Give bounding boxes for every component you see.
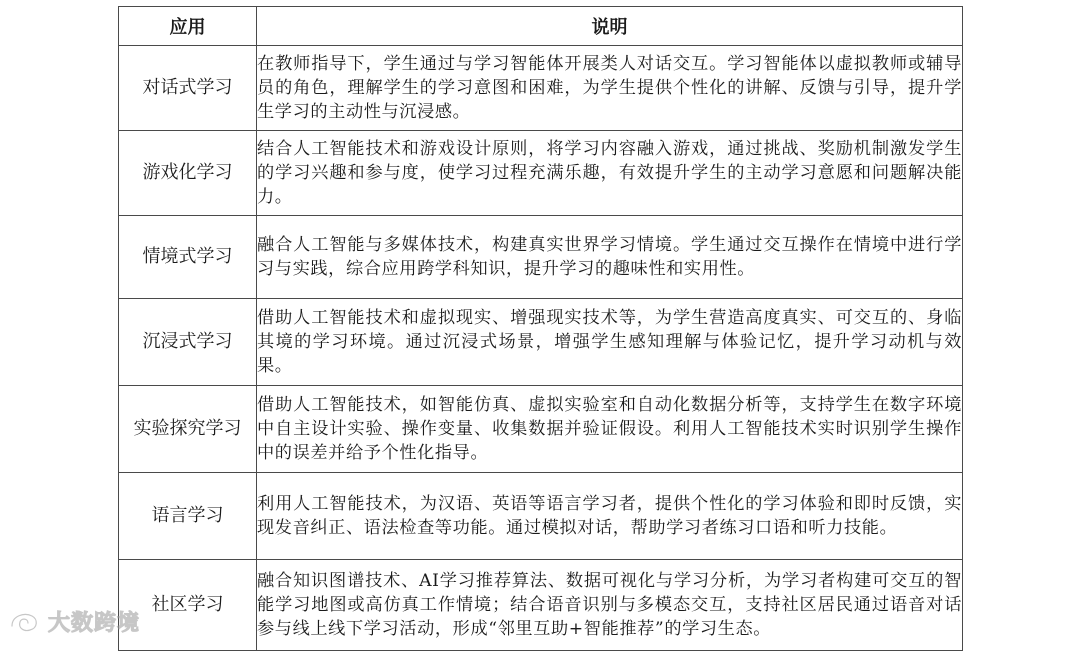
application-table xyxy=(118,6,963,651)
table-row xyxy=(119,216,963,299)
application-name: 沉浸式学习 xyxy=(119,299,257,386)
application-name: 游戏化学习 xyxy=(119,131,257,216)
header-description: 说明 xyxy=(257,7,963,46)
watermark xyxy=(6,606,140,637)
application-name: 语言学习 xyxy=(119,473,257,560)
table-row xyxy=(119,386,963,473)
brand-logo-icon xyxy=(6,608,42,636)
table-row xyxy=(119,560,963,651)
table-row xyxy=(119,299,963,386)
header-application: 应用 xyxy=(119,7,257,46)
application-name: 社区学习 xyxy=(119,560,257,651)
application-name: 情境式学习 xyxy=(119,216,257,299)
application-description: 融合知识图谱技术、AI学习推荐算法、数据可视化与学习分析，为学习者构建可交互的智能学习地图或高仿真工作情境；结合语音识别与多模态交互，支持社区居民通过语音对话参与线上线下学习活动，形成“邻里互助+智能推荐”的学习生态。 xyxy=(257,560,963,651)
application-name: 实验探究学习 xyxy=(119,386,257,473)
application-description: 在教师指导下，学生通过与学习智能体开展类人对话交互。学习智能体以虚拟教师或辅导员的角色，理解学生的学习意图和困难，为学生提供个性化的讲解、反馈与引导，提升学生学习的主动性与沉浸感。 xyxy=(257,46,963,131)
table-row xyxy=(119,46,963,131)
application-description: 融合人工智能与多媒体技术，构建真实世界学习情境。学生通过交互操作在情境中进行学习与实践，综合应用跨学科知识，提升学习的趣味性和实用性。 xyxy=(257,216,963,299)
application-description: 借助人工智能技术和虚拟现实、增强现实技术等，为学生营造高度真实、可交互的、身临其境的学习环境。通过沉浸式场景，增强学生感知理解与体验记忆，提升学习动机与效果。 xyxy=(257,299,963,386)
watermark-text: 大数跨境 xyxy=(48,611,141,636)
application-description: 利用人工智能技术，为汉语、英语等语言学习者，提供个性化的学习体验和即时反馈，实现发音纠正、语法检查等功能。通过模拟对话，帮助学习者练习口语和听力技能。 xyxy=(257,473,963,560)
table-header-row xyxy=(119,7,963,46)
table-row xyxy=(119,473,963,560)
application-description: 借助人工智能技术，如智能仿真、虚拟实验室和自动化数据分析等，支持学生在数字环境中自主设计实验、操作变量、收集数据并验证假设。利用人工智能技术实时识别学生操作中的误差并给予个性化指导。 xyxy=(257,386,963,473)
application-description: 结合人工智能技术和游戏设计原则，将学习内容融入游戏，通过挑战、奖励机制激发学生的学习兴趣和参与度，使学习过程充满乐趣，有效提升学生的主动学习意愿和问题解决能力。 xyxy=(257,131,963,216)
table-row xyxy=(119,131,963,216)
application-name: 对话式学习 xyxy=(119,46,257,131)
